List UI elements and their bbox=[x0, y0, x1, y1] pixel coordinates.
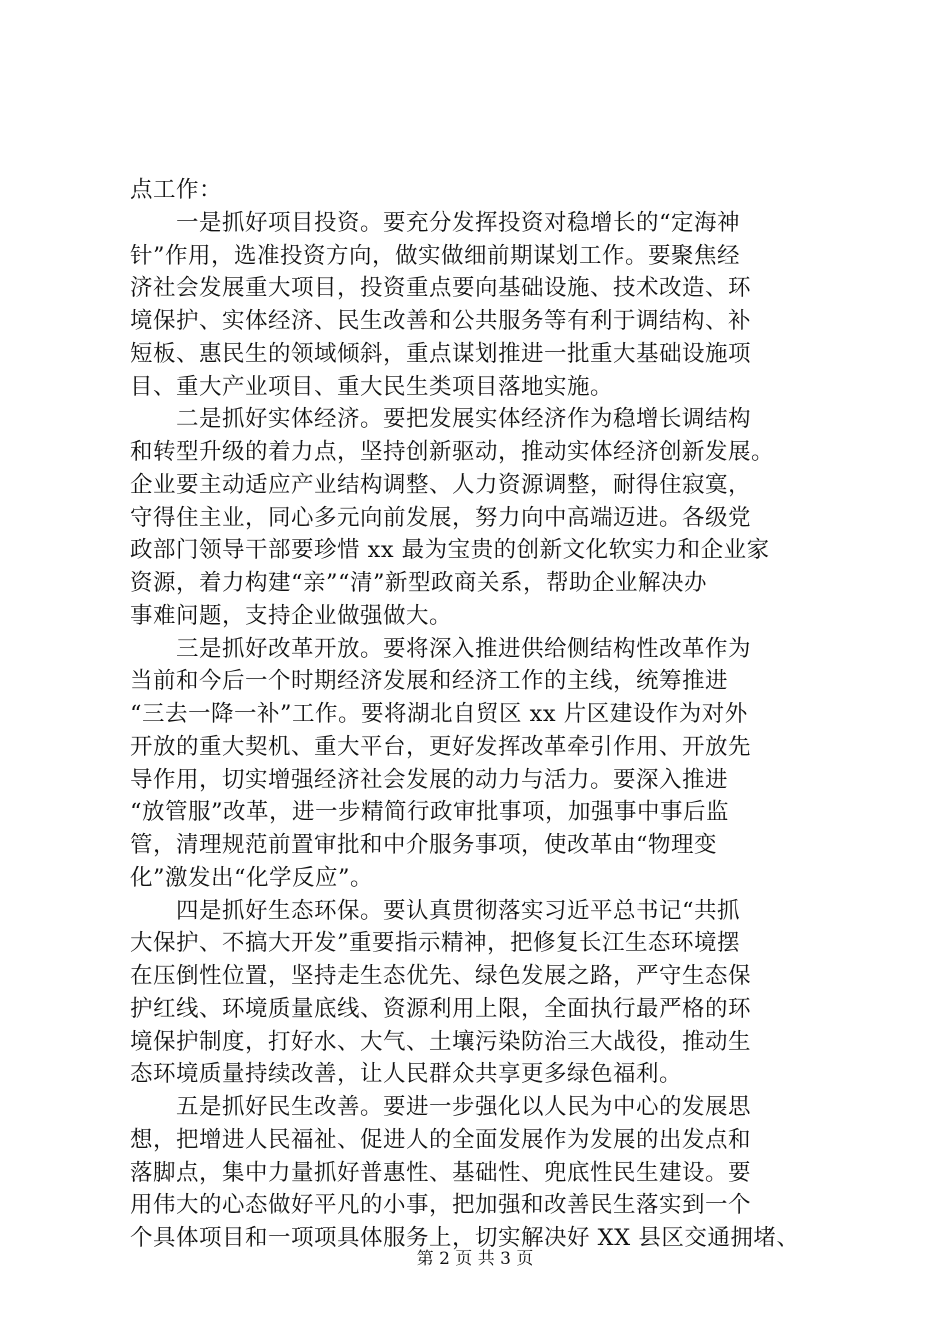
text-line: 五是抓好民生改善。要进一步强化以人民为中心的发展思 bbox=[130, 1094, 752, 1120]
text-line: 和转型升级的着力点，坚持创新驱动，推动实体经济创新发展。 bbox=[130, 439, 775, 465]
text-line: 政部门领导干部要珍惜 xx 最为宝贵的创新文化软实力和企业家 bbox=[130, 537, 770, 563]
text-line: 一是抓好项目投资。要充分发挥投资对稳增长的“定海神 bbox=[130, 210, 741, 236]
text-line: 四是抓好生态环保。要认真贯彻落实习近平总书记“共抓 bbox=[130, 898, 741, 924]
text-line: 资源，着力构建“亲”“清”新型政商关系，帮助企业解决办 bbox=[130, 570, 708, 596]
text-line: 开放的重大契机、重大平台，更好发挥改革牵引作用、开放先 bbox=[130, 734, 752, 760]
text-line: 针”作用，选准投资方向，做实做细前期谋划工作。要聚焦经 bbox=[130, 243, 741, 269]
text-line: 二是抓好实体经济。要把发展实体经济作为稳增长调结构 bbox=[130, 406, 752, 432]
text-line: 境保护制度，打好水、大气、土壤污染防治三大战役，推动生 bbox=[130, 1029, 752, 1055]
text-line: 大保护、不搞大开发”重要指示精神，把修复长江生态环境摆 bbox=[130, 930, 741, 956]
text-line: 三是抓好改革开放。要将深入推进供给侧结构性改革作为 bbox=[130, 636, 752, 662]
text-line: 企业要主动适应产业结构调整、人力资源调整，耐得住寂寞， bbox=[130, 472, 752, 498]
text-line: 目、重大产业项目、重大民生类项目落地实施。 bbox=[130, 374, 614, 400]
text-line: 当前和今后一个时期经济发展和经济工作的主线，统筹推进 bbox=[130, 668, 729, 694]
text-line: “三去一降一补”工作。要将湖北自贸区 xx 片区建设作为对外 bbox=[130, 701, 748, 727]
text-line: 态环境质量持续改善，让人民群众共享更多绿色福利。 bbox=[130, 1061, 683, 1087]
text-line: 导作用，切实增强经济社会发展的动力与活力。要深入推进 bbox=[130, 767, 729, 793]
text-line: 想，把增进人民福祉、促进人的全面发展作为发展的出发点和 bbox=[130, 1127, 752, 1153]
text-line: 短板、惠民生的领域倾斜，重点谋划推进一批重大基础设施项 bbox=[130, 341, 752, 367]
text-line: 境保护、实体经济、民生改善和公共服务等有利于调结构、补 bbox=[130, 308, 752, 334]
text-line: 事难问题，支持企业做强做大。 bbox=[130, 603, 453, 629]
text-line: 个具体项目和一项项具体服务上，切实解决好 XX 县区交通拥堵、 bbox=[130, 1225, 800, 1251]
text-line: 化”激发出“化学反应”。 bbox=[130, 865, 374, 891]
text-line: 落脚点，集中力量抓好普惠性、基础性、兜底性民生建设。要 bbox=[130, 1160, 752, 1186]
page-footer: 第 2 页 共 3 页 bbox=[416, 1249, 534, 1269]
text-line: 守得住主业，同心多元向前发展，努力向中高端迈进。各级党 bbox=[130, 505, 752, 531]
text-line: 济社会发展重大项目，投资重点要向基础设施、技术改造、环 bbox=[130, 275, 752, 301]
text-line: 管，清理规范前置审批和中介服务事项，使改革由“物理变 bbox=[130, 832, 718, 858]
text-line: 用伟大的心态做好平凡的小事，把加强和改善民生落实到一个 bbox=[130, 1192, 752, 1218]
text-line: 点工作： bbox=[130, 177, 223, 203]
text-line: 在压倒性位置，坚持走生态优先、绿色发展之路，严守生态保 bbox=[130, 963, 752, 989]
text-line: 护红线、环境质量底线、资源利用上限，全面执行最严格的环 bbox=[130, 996, 752, 1022]
text-line: “放管服”改革，进一步精简行政审批事项，加强事中事后监 bbox=[130, 799, 730, 825]
